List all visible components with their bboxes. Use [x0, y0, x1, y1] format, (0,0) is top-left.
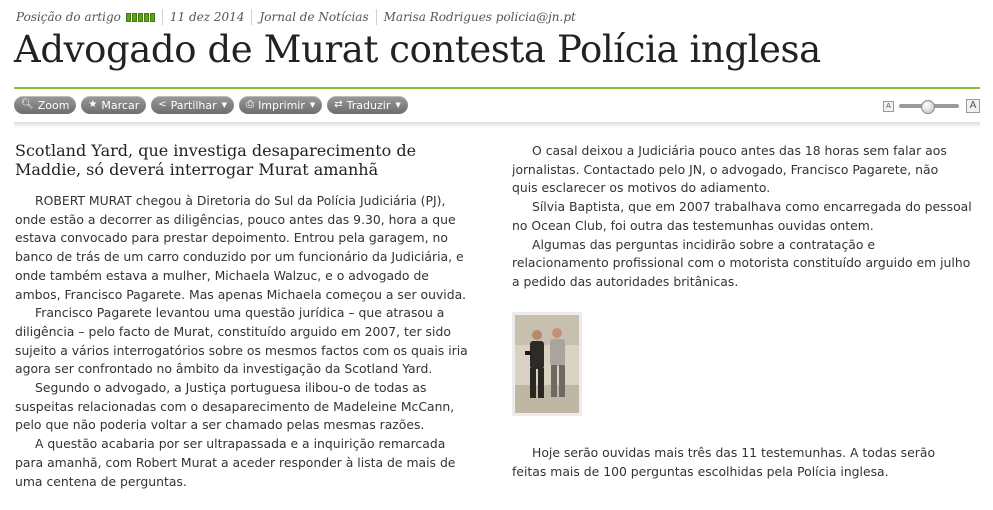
printer-icon: ⎙	[246, 99, 255, 110]
rating-bar	[126, 13, 131, 22]
paragraph-line: Francisco Pagarete levantou uma questão jurídica – que atrasou a	[35, 305, 445, 321]
increase-font-button[interactable]: A	[966, 99, 980, 113]
article-paragraph	[15, 192, 475, 304]
headline-rule	[14, 87, 980, 89]
share-label: Partilhar	[170, 98, 217, 112]
paragraph-line: Algumas das perguntas incidirão sobre a contratação e	[532, 236, 875, 252]
search-icon: 🔍︎	[21, 99, 34, 110]
bookmark-button[interactable]	[81, 96, 146, 114]
article-body-tail-paragraphs	[512, 444, 982, 481]
paragraph-line: diligência – pelo facto de Murat, constituído arguido em 2007, ter sido	[15, 323, 451, 339]
font-size-slider-handle[interactable]	[921, 100, 935, 114]
zoom-button[interactable]	[14, 96, 76, 114]
article-body-left	[15, 192, 475, 491]
meta-divider	[376, 9, 377, 25]
article-headline: Advogado de Murat contesta Polícia inglesa	[14, 28, 821, 71]
paragraph-line: O casal deixou a Judiciária pouco antes das 18 horas sem falar aos	[532, 143, 947, 158]
translate-label: Traduzir	[346, 98, 391, 112]
share-button[interactable]	[151, 96, 234, 114]
article-paragraph	[15, 435, 475, 491]
article-photo[interactable]	[512, 312, 582, 416]
chevron-down-icon: ▼	[395, 101, 401, 109]
article-column-left	[15, 141, 475, 491]
article-column-right	[512, 142, 982, 292]
paragraph-line: estava convocado para prestar depoimento. Entrou pela garagem, no	[15, 230, 448, 246]
rating-bar	[144, 13, 149, 22]
print-label: Imprimir	[258, 98, 305, 112]
translate-button[interactable]	[327, 96, 407, 114]
article-meta	[16, 8, 576, 26]
paragraph-line: Segundo o advogado, a Justiça portuguesa ilibou-o de todas as	[35, 380, 427, 396]
paragraph-line: uma centena de perguntas.	[15, 473, 187, 489]
paragraph-line: ambos, Francisco Pagarete. Mas apenas Michaela começou a ser ouvida.	[15, 286, 467, 302]
article-paragraph	[15, 379, 475, 435]
paragraph-line: ROBERT MURAT chegou à Diretoria do Sul da Polícia Judiciária (PJ),	[35, 193, 446, 208]
decrease-font-button[interactable]: A	[883, 101, 894, 112]
rating-bar	[150, 13, 155, 22]
paragraph-line: jornalistas. Contactado pelo JN, o advogado, Francisco Pagarete, não	[512, 161, 939, 177]
paragraph-line: pelo que não poderia voltar a ser chamado pelas mesmas razões.	[15, 417, 425, 433]
meta-divider	[162, 9, 163, 25]
chevron-down-icon: ▼	[221, 101, 228, 109]
star-icon: ★	[88, 99, 98, 110]
paragraph-line: Hoje serão ouvidas mais três das 11 testemunhas. A todas serão	[532, 445, 936, 460]
article-body-right	[512, 142, 982, 292]
paragraph-line: a pedido das autoridades britânicas.	[512, 273, 739, 289]
paragraph-line: onde também estava a mulher, Michaela Walzuc, e o advogado de	[15, 267, 429, 283]
paragraph-line: Sílvia Baptista, que em 2007 trabalhava como encarregada do pessoal	[532, 199, 972, 215]
font-size-control	[883, 99, 980, 113]
article-paragraph	[512, 198, 982, 235]
paragraph-line: feitas mais de 100 perguntas escolhidas pela Polícia inglesa.	[512, 463, 889, 479]
article-subhead: Scotland Yard, que investiga desaparecimento de Maddie, só deverá interrogar Murat amanhã	[15, 141, 417, 179]
position-label: Posição do artigo	[16, 10, 121, 24]
paragraph-line: A questão acabaria por ser ultrapassada e a inquirição remarcada	[35, 436, 446, 452]
print-button[interactable]	[239, 96, 322, 114]
position-rating-bars	[126, 13, 155, 22]
meta-divider	[251, 9, 252, 25]
article-author[interactable]: Marisa Rodrigues policia@jn.pt	[383, 10, 576, 24]
article-paragraph	[512, 142, 982, 198]
article-paragraph	[512, 444, 982, 481]
paragraph-line: para amanhã, com Robert Murat a aceder responder à lista de mais de	[15, 454, 456, 470]
article-paragraph	[512, 236, 982, 292]
rating-bar	[132, 13, 137, 22]
paragraph-line: no Ocean Club, foi outra das testemunhas ouvidas ontem.	[512, 217, 874, 233]
paragraph-line: quis esclarecer os motivos do adiamento.	[512, 180, 771, 196]
paragraph-line: agora ser confrontado no âmbito da investigação da Scotland Yard.	[15, 361, 433, 377]
zoom-label: Zoom	[37, 98, 70, 112]
paragraph-line: relacionamento profissional com o motorista constituído arguido em julho	[512, 255, 971, 271]
toolbar-divider	[14, 122, 980, 128]
photo-two-men-walking	[515, 315, 579, 413]
article-body-tail	[512, 444, 982, 481]
article-date: 11 dez 2014	[169, 10, 245, 24]
translate-icon: ⇄	[334, 99, 343, 110]
bookmark-label: Marcar	[101, 98, 140, 112]
share-icon: <	[158, 99, 167, 110]
paragraph-line: banco de trás de um carro conduzido por um funcionário da Judiciária, e	[15, 249, 464, 265]
paragraph-line: sujeito a vários interrogatórios sobre os mesmos factos com os quais iria	[15, 342, 468, 358]
article-source: Jornal de Notícias	[259, 10, 369, 24]
chevron-down-icon: ▼	[309, 101, 316, 109]
article-paragraph	[15, 304, 475, 379]
article-toolbar	[14, 96, 408, 114]
rating-bar	[138, 13, 143, 22]
paragraph-line: suspeitas relacionadas com o desaparecimento de Madeleine McCann,	[15, 398, 455, 414]
paragraph-line: onde estão a decorrer as diligências, pouco antes das 9.30, hora a que	[15, 211, 456, 227]
